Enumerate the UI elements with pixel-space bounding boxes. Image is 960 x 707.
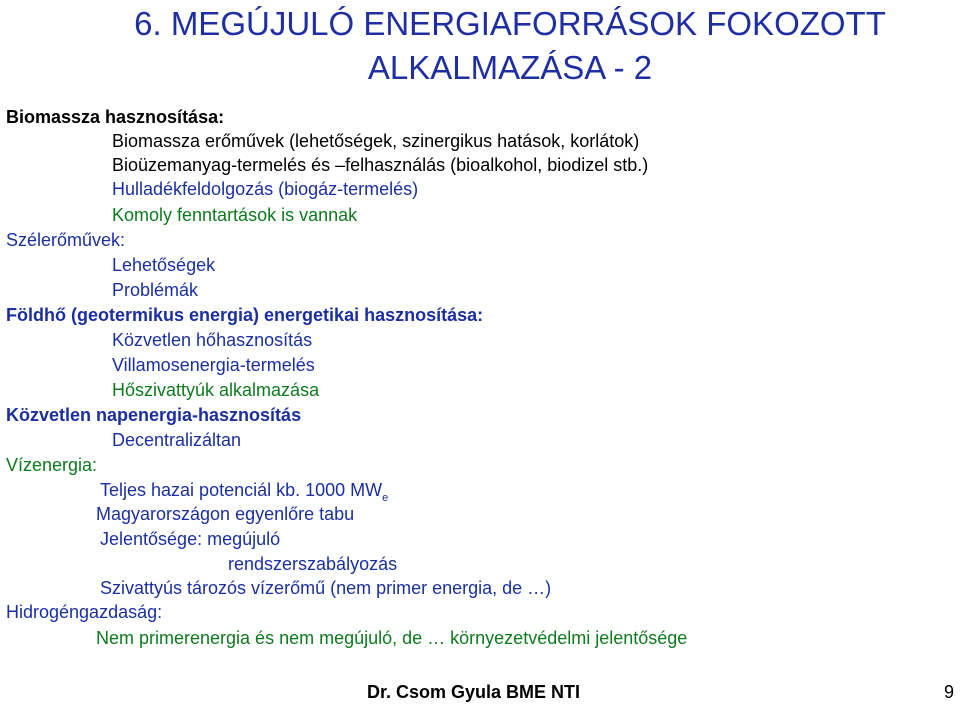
item-vizenergia-1-sub: e — [382, 492, 389, 504]
heading-napenergia: Közvetlen napenergia-hasznosítás — [6, 405, 302, 425]
footer-author: Dr. Csom Gyula BME NTI — [367, 682, 581, 702]
item-biomassza-3: Hulladékfeldolgozás (biogáz-termelés) — [112, 179, 419, 199]
heading-hidrogengazdasag: Hidrogéngazdaság: — [6, 602, 163, 622]
item-vizenergia-3a: Jelentősége: megújuló — [100, 529, 281, 549]
item-vizenergia-3b: rendszerszabályozás — [228, 554, 398, 574]
slide-title-line1: 6. MEGÚJULÓ ENERGIAFORRÁSOK FOKOZOTT — [134, 5, 886, 42]
item-biomassza-4: Komoly fenntartások is vannak — [112, 205, 358, 225]
item-hidrogen-1: Nem primerenergia és nem megújuló, de … környezetvédelmi jelentősége — [96, 628, 688, 648]
item-vizenergia-4: Szivattyús tározós vízerőmű (nem primer energia, de …) — [100, 578, 552, 598]
item-biomassza-2: Bioüzemanyag-termelés és –felhasználás (bioalkohol, biodizel stb.) — [112, 155, 649, 175]
slide-title — [70, 2, 950, 90]
item-foldho-2: Villamosenergia-termelés — [112, 355, 315, 375]
item-vizenergia-2: Magyarországon egyenlőre tabu — [96, 504, 355, 524]
item-szel-1: Lehetőségek — [112, 255, 216, 275]
item-vizenergia-1-text: Teljes hazai potenciál kb. 1000 MW — [100, 480, 383, 500]
slide-title-line2: ALKALMAZÁSA - 2 — [367, 49, 653, 86]
heading-foldho: Földhő (geotermikus energia) energetikai hasznosítása: — [6, 305, 484, 325]
item-szel-2: Problémák — [112, 280, 199, 300]
item-napenergia-1: Decentralizáltan — [112, 430, 242, 450]
item-foldho-1: Közvetlen hőhasznosítás — [112, 330, 313, 350]
item-biomassza-1: Biomassza erőművek (lehetőségek, szinergikus hatások, korlátok) — [112, 131, 640, 151]
page-number: 9 — [944, 682, 955, 702]
item-foldho-3: Hőszivattyúk alkalmazása — [112, 380, 320, 400]
heading-szeleromuvek: Szélerőművek: — [6, 230, 126, 250]
heading-biomassza: Biomassza hasznosítása: — [6, 107, 225, 127]
heading-vizenergia: Vízenergia: — [6, 455, 98, 475]
